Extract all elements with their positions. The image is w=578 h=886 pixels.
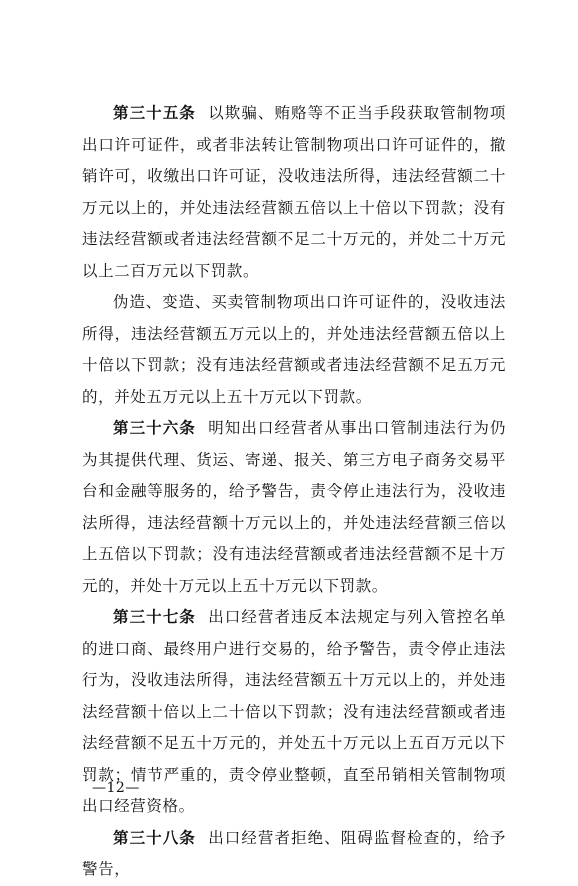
- paragraph-article-36: [82, 413, 506, 602]
- paragraph-article-37: [82, 602, 506, 823]
- paragraph-article-38: [82, 823, 506, 886]
- paragraph-text: 出口经营者违反本法规定与列入管控名单的进口商、最终用户进行交易的，给予警告，责令停止违法行为，没收违法所得，违法经营额五十万元以上的，并处违法经营额十倍以上二十倍以下罚款；没有违法经营额或者违法经营额不足五十万元的，并处五十万元以上五百万元以下罚款；情节严重的，责令停业整顿，直至吊销相关管制物项出口经营资格。: [82, 608, 506, 815]
- page-number: —12—: [92, 780, 140, 796]
- paragraph-text: 出口经营者拒绝、阻碍监督检查的，给予警告，: [82, 828, 506, 878]
- article-heading: 第三十八条: [113, 828, 196, 847]
- article-heading: 第三十五条: [113, 104, 196, 122]
- article-heading: 第三十七条: [113, 608, 196, 626]
- paragraph-text: 明知出口经营者从事出口管制违法行为仍为其提供代理、货运、寄递、报关、第三方电子商务交易平台和金融等服务的，给予警告，责令停止违法行为，没收违法所得，违法经营额十万元以上的，并处违法经营额三倍以上五倍以下罚款；没有违法经营额或者违法经营额不足十万元的，并处十万元以上五十万元以下罚款。: [82, 419, 506, 595]
- paragraph-text: 以欺骗、贿赂等不正当手段获取管制物项出口许可证件，或者非法转让管制物项出口许可证件的，撤销许可，收缴出口许可证，没收违法所得，违法经营额二十万元以上的，并处违法经营额五倍以上十倍以下罚款；没有违法经营额或者违法经营额不足二十万元的，并处二十万元以上二百万元以下罚款。: [82, 104, 506, 280]
- paragraph-article-35-part-2: [82, 287, 506, 413]
- paragraph-text: 伪造、变造、买卖管制物项出口许可证件的，没收违法所得，违法经营额五万元以上的，并处违法经营额五倍以上十倍以下罚款；没有违法经营额或者违法经营额不足五万元的，并处五万元以上五十万元以下罚款。: [82, 293, 506, 406]
- paragraph-article-35: [82, 98, 506, 287]
- article-heading: 第三十六条: [113, 419, 196, 437]
- document-body: [82, 98, 506, 886]
